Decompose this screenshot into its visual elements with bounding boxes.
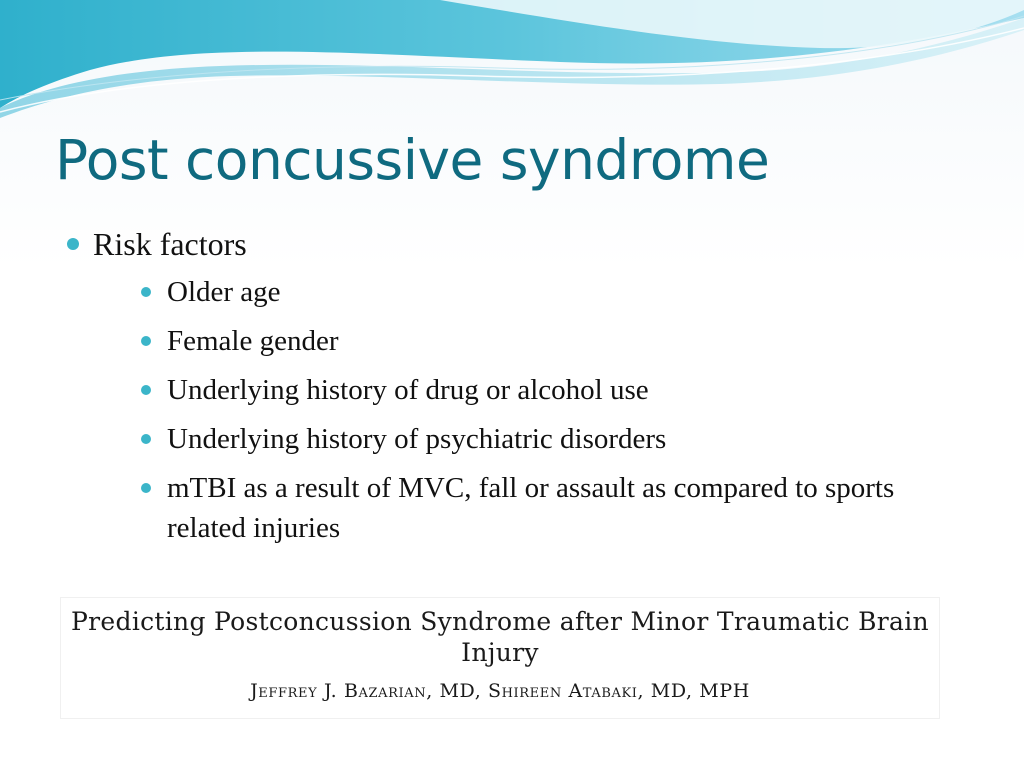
bullet-text: Risk factors <box>93 226 247 262</box>
slide-title: Post concussive syndrome <box>55 128 770 192</box>
bullet-dot-icon <box>67 238 79 250</box>
paper-authors: Jeffrey J. Bazarian, MD, Shireen Atabaki, MD, MPH <box>250 680 750 702</box>
sub-bullet-text: mTBI as a result of MVC, fall or assault as compared to sports related injuries <box>167 472 895 544</box>
sub-bullet-text: Underlying history of drug or alcohol use <box>167 374 649 406</box>
bullet-list <box>60 222 960 557</box>
sub-bullet-item <box>93 321 964 361</box>
sub-bullet-text: Female gender <box>167 325 339 357</box>
paper-title: Predicting Postconcussion Syndrome after Minor Traumatic Brain Injury <box>71 607 929 667</box>
sub-bullet-item <box>93 272 964 312</box>
sub-bullet-dot-icon <box>141 385 151 395</box>
sub-bullet-dot-icon <box>141 336 151 346</box>
sub-bullet-item <box>93 419 964 459</box>
paper-header-image <box>60 597 940 719</box>
sub-bullet-item <box>93 468 964 548</box>
bullet-risk-factors <box>60 222 960 548</box>
sub-bullet-dot-icon <box>141 434 151 444</box>
sub-bullet-dot-icon <box>141 287 151 297</box>
sub-bullet-item <box>93 370 964 410</box>
sub-bullet-dot-icon <box>141 483 151 493</box>
sub-bullet-list <box>93 272 960 548</box>
sub-bullet-text: Older age <box>167 276 281 308</box>
wave-header-decoration <box>0 0 1024 120</box>
sub-bullet-text: Underlying history of psychiatric disorders <box>167 423 667 455</box>
